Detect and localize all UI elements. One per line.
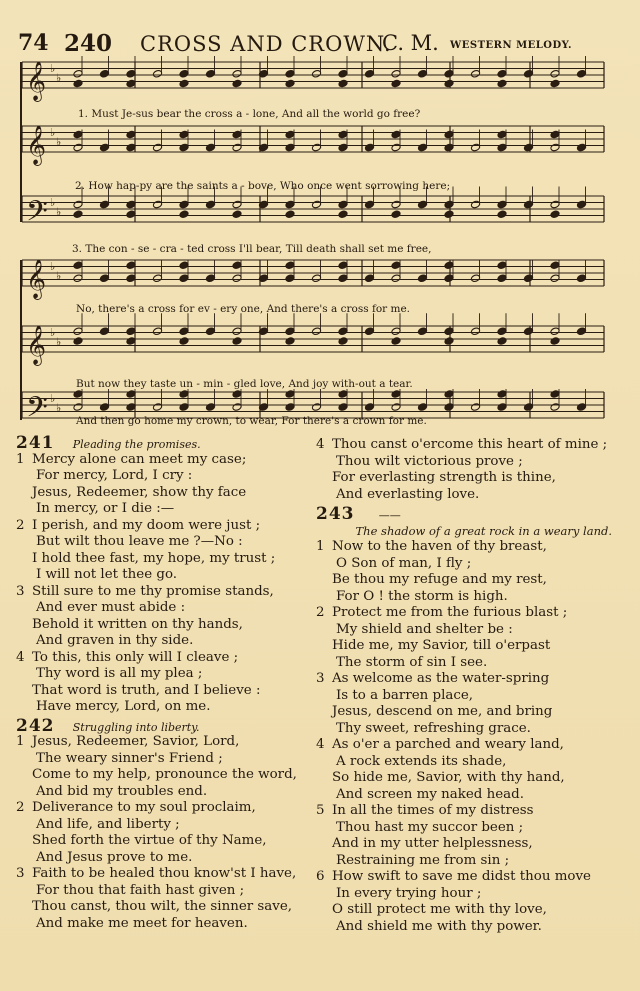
note-head — [444, 210, 454, 219]
flat-icon: ♭ — [50, 325, 56, 339]
verse-line: And bid my troubles end. — [36, 783, 208, 799]
note-head — [285, 274, 295, 283]
note-head — [444, 69, 454, 78]
note-head — [232, 403, 242, 412]
note-head — [338, 403, 348, 412]
note-head — [470, 403, 480, 412]
verse-line: Hide me, my Savior, till o'erpast — [332, 638, 551, 653]
hymn-241-title: Pleading the promises. — [72, 438, 201, 451]
note-head — [550, 403, 560, 412]
note-head — [497, 274, 507, 283]
verse-line: Shed forth the virtue of thy Name, — [32, 833, 267, 848]
note-head — [232, 337, 242, 346]
verse-line: Is to a barren place, — [336, 687, 474, 703]
note-head — [391, 210, 401, 219]
note-head — [523, 274, 533, 283]
note-head — [311, 69, 321, 78]
note-head — [152, 200, 162, 209]
note-head — [523, 143, 533, 152]
note-head — [576, 143, 586, 152]
hymn-241-heading — [16, 435, 306, 452]
verse-line: Thou hast my succor been ; — [336, 819, 524, 835]
note-head — [550, 69, 560, 78]
note-head — [338, 69, 348, 78]
note-head — [550, 200, 560, 209]
hymn-242-number: 242 — [16, 715, 55, 736]
note-head — [205, 69, 215, 78]
note-head — [391, 130, 401, 139]
note-head — [205, 274, 215, 283]
note-head — [417, 200, 427, 209]
note-head — [444, 327, 454, 336]
verse-line: My shield and shelter be : — [336, 621, 513, 637]
verse-line: Be thou my refuge and my rest, — [332, 572, 547, 587]
verse-line: For O ! the storm is high. — [336, 588, 508, 604]
note-head — [550, 143, 560, 152]
note-head — [152, 327, 162, 336]
note-head — [285, 337, 295, 346]
note-head — [232, 261, 242, 270]
flat-icon: ♭ — [56, 135, 62, 149]
note-head — [338, 274, 348, 283]
note-head — [99, 143, 109, 152]
lyric-line-5: But now they taste un - min - gled love, And joy with-out a tear. — [76, 378, 413, 390]
note-head — [550, 261, 560, 270]
verse-line: For thou that faith hast given ; — [36, 882, 245, 898]
note-head — [179, 261, 189, 270]
note-head — [285, 200, 295, 209]
note-head — [550, 79, 560, 88]
note-head — [497, 210, 507, 219]
lyric-line-2: 2. How hap-py are the saints a - bove, Who once went sorrowing here; — [75, 180, 451, 192]
note-head — [497, 130, 507, 139]
note-head — [285, 69, 295, 78]
note-head — [576, 69, 586, 78]
note-head — [99, 403, 109, 412]
note-head — [470, 327, 480, 336]
verse-line: And life, and liberty ; — [36, 816, 180, 832]
verse-line: 2 I perish, and my doom were just ; — [16, 517, 261, 533]
note-head — [73, 337, 83, 346]
verse-line: 3 As welcome as the water-spring — [316, 671, 550, 686]
note-head — [338, 337, 348, 346]
note-head — [497, 337, 507, 346]
verse-line: 4 As o'er a parched and weary land, — [316, 737, 564, 752]
note-head — [338, 143, 348, 152]
note-head — [338, 210, 348, 219]
note-head — [232, 390, 242, 399]
verse-line: For everlasting strength is thine, — [332, 470, 556, 485]
note-head — [417, 143, 427, 152]
note-head — [285, 327, 295, 336]
note-head — [285, 210, 295, 219]
note-head — [152, 274, 162, 283]
note-head — [391, 200, 401, 209]
page-number: 74 — [18, 30, 49, 56]
note-head — [179, 200, 189, 209]
flat-icon: ♭ — [50, 391, 56, 405]
verse-line: And everlasting love. — [336, 486, 480, 502]
verse-line: In every trying hour ; — [336, 885, 482, 901]
note-head — [179, 69, 189, 78]
flat-icon: ♭ — [56, 401, 62, 415]
verse-line: Jesus, descend on me, and bring — [332, 704, 553, 719]
verse-line: O still protect me with thy love, — [332, 902, 547, 917]
note-head — [179, 327, 189, 336]
lyric-line-4: No, there's a cross for ev - ery one, And there's a cross for me. — [76, 303, 411, 315]
note-head — [73, 130, 83, 139]
note-head — [205, 200, 215, 209]
note-head — [364, 403, 374, 412]
verse-line: 1 Now to the haven of thy breast, — [316, 539, 547, 554]
flat-icon: ♭ — [50, 259, 56, 273]
note-head — [391, 143, 401, 152]
note-head — [311, 200, 321, 209]
lyric-line-6: And then go home my crown, to wear, For there's a crown for me. — [76, 415, 427, 427]
clef-icon: 𝄢 — [26, 195, 48, 235]
hymns-right-column — [316, 437, 612, 935]
note-head — [497, 403, 507, 412]
verse-line: And shield me with thy power. — [336, 918, 542, 934]
verse-line: O Son of man, I fly ; — [336, 555, 472, 571]
note-head — [179, 143, 189, 152]
note-head — [523, 403, 533, 412]
note-head — [311, 274, 321, 283]
note-head — [576, 200, 586, 209]
hymn-243-heading — [316, 506, 612, 523]
note-head — [338, 200, 348, 209]
note-head — [364, 327, 374, 336]
note-head — [497, 390, 507, 399]
verse-line: And make me meet for heaven. — [36, 915, 248, 931]
verse-line: 6 How swift to save me didst thou move — [316, 869, 591, 884]
flat-icon: ♭ — [50, 125, 56, 139]
verse-line: Thy sweet, refreshing grace. — [336, 720, 531, 736]
note-head — [152, 69, 162, 78]
verse-line: 4 Thou canst o'ercome this heart of mine ; — [316, 437, 608, 452]
verse-line: And Jesus prove to me. — [36, 849, 193, 865]
note-head — [205, 403, 215, 412]
note-head — [179, 210, 189, 219]
note-head — [338, 130, 348, 139]
hymn-242-title: Struggling into liberty. — [72, 720, 200, 734]
note-head — [523, 200, 533, 209]
note-head — [391, 69, 401, 78]
clef-icon: 𝄞 — [26, 325, 47, 365]
verse-line: Come to my help, pronounce the word, — [32, 767, 297, 782]
note-head — [444, 261, 454, 270]
verse-line: So hide me, Savior, with thy hand, — [332, 770, 565, 785]
note-head — [73, 403, 83, 412]
note-head — [179, 79, 189, 88]
note-head — [232, 274, 242, 283]
note-head — [444, 274, 454, 283]
note-head — [497, 327, 507, 336]
verse-line: That word is truth, and I believe : — [32, 682, 261, 698]
note-head — [73, 274, 83, 283]
note-head — [364, 69, 374, 78]
note-head — [364, 143, 374, 152]
note-head — [417, 69, 427, 78]
note-head — [179, 130, 189, 139]
note-head — [285, 403, 295, 412]
note-head — [444, 79, 454, 88]
verse-line: Restraining me from sin ; — [336, 852, 510, 868]
hymn-242-heading — [16, 715, 306, 736]
verse-line: 3 Still sure to me thy promise stands, — [16, 583, 274, 599]
note-head — [179, 403, 189, 412]
note-head — [73, 143, 83, 152]
note-head — [470, 274, 480, 283]
note-head — [285, 143, 295, 152]
note-head — [417, 403, 427, 412]
verse-line: Thy word is all my plea ; — [36, 666, 203, 681]
note-head — [285, 79, 295, 88]
verse-line: The weary sinner's Friend ; — [36, 750, 223, 766]
note-head — [550, 390, 560, 399]
note-head — [523, 327, 533, 336]
hymn-243-title: The shadow of a great rock in a weary land. — [355, 523, 612, 538]
note-head — [523, 69, 533, 78]
flat-icon: ♭ — [50, 61, 56, 75]
note-head — [497, 69, 507, 78]
lyric-line-1: 1. Must Je-sus bear the cross a - lone, And all the world go free? — [78, 108, 421, 120]
verse-line: 5 In all the times of my distress — [316, 803, 534, 818]
flat-icon: ♭ — [56, 71, 62, 85]
note-head — [364, 274, 374, 283]
note-head — [470, 143, 480, 152]
verse-line: 3 Faith to be healed thou know'st I have, — [16, 866, 297, 881]
hymn-243-number: 243 — [316, 504, 355, 524]
note-head — [73, 390, 83, 399]
note-head — [338, 390, 348, 399]
verse-line: In mercy, or I die :— — [36, 501, 175, 516]
note-head — [497, 79, 507, 88]
note-head — [417, 274, 427, 283]
note-head — [232, 210, 242, 219]
flat-icon: ♭ — [56, 335, 62, 349]
note-head — [232, 79, 242, 88]
note-head — [497, 143, 507, 152]
note-head — [576, 274, 586, 283]
note-head — [179, 274, 189, 283]
verse-line: 1 Jesus, Redeemer, Savior, Lord, — [16, 734, 240, 749]
verse-line: A rock extends its shade, — [336, 753, 507, 769]
verse-line: I will not let thee go. — [36, 567, 178, 582]
note-head — [338, 261, 348, 270]
clef-icon: 𝄞 — [26, 125, 47, 165]
hymns-left-column — [16, 435, 306, 932]
note-head — [205, 143, 215, 152]
verse-line: The storm of sin I see. — [336, 654, 488, 670]
note-head — [444, 143, 454, 152]
note-head — [179, 337, 189, 346]
hymn-meter: C. M. — [382, 31, 439, 55]
note-head — [73, 69, 83, 78]
clef-icon: 𝄞 — [26, 259, 47, 299]
note-head — [391, 337, 401, 346]
verse-line: And ever must abide : — [36, 600, 186, 615]
note-head — [232, 327, 242, 336]
verse-line: 2 Protect me from the furious blast ; — [316, 605, 568, 620]
note-head — [391, 274, 401, 283]
verse-line: 4 To this, this only will I cleave ; — [16, 649, 239, 665]
flat-icon: ♭ — [56, 205, 62, 219]
note-head — [391, 261, 401, 270]
verse-line: But wilt thou leave me ?—No : — [36, 534, 243, 549]
note-head — [232, 143, 242, 152]
note-head — [99, 69, 109, 78]
note-head — [550, 130, 560, 139]
verse-line: For mercy, Lord, I cry : — [36, 468, 193, 483]
verse-line: I hold thee fast, my hope, my trust ; — [32, 550, 276, 566]
hymn-243-dash: —— — [378, 509, 401, 522]
verse-line: Jesus, Redeemer, show thy face — [32, 484, 247, 500]
verse-line: 1 Mercy alone can meet my case; — [16, 451, 247, 467]
note-head — [232, 200, 242, 209]
note-head — [576, 327, 586, 336]
note-head — [444, 337, 454, 346]
note-head — [179, 390, 189, 399]
verse-line: And screen my naked head. — [336, 786, 524, 802]
hymn-title: CROSS AND CROWN. — [140, 32, 392, 56]
note-head — [550, 327, 560, 336]
note-head — [99, 327, 109, 336]
verse-line: Behold it written on thy hands, — [32, 616, 243, 632]
clef-icon: 𝄢 — [26, 391, 48, 428]
note-head — [550, 337, 560, 346]
note-head — [338, 79, 348, 88]
note-head — [73, 327, 83, 336]
note-head — [417, 327, 427, 336]
note-head — [497, 261, 507, 270]
note-head — [232, 69, 242, 78]
note-head — [152, 403, 162, 412]
note-head — [444, 403, 454, 412]
verse-line: Thou wilt victorious prove ; — [336, 453, 523, 469]
clef-icon: 𝄞 — [26, 61, 47, 101]
note-head — [391, 390, 401, 399]
note-head — [99, 200, 109, 209]
note-head — [205, 327, 215, 336]
note-head — [285, 130, 295, 139]
verse-line: 2 Deliverance to my soul proclaim, — [16, 800, 256, 815]
note-head — [152, 143, 162, 152]
note-head — [470, 200, 480, 209]
tune-name: WESTERN MELODY. — [450, 40, 573, 51]
verse-line: And graven in thy side. — [36, 633, 194, 648]
note-head — [364, 200, 374, 209]
note-head — [99, 274, 109, 283]
note-head — [73, 200, 83, 209]
note-head — [550, 274, 560, 283]
hymn-number: 240 — [64, 30, 113, 57]
flat-icon: ♭ — [50, 195, 56, 209]
note-head — [497, 200, 507, 209]
note-head — [311, 143, 321, 152]
note-head — [285, 261, 295, 270]
hymn-241-number: 241 — [16, 433, 55, 453]
note-head — [311, 403, 321, 412]
note-head — [391, 327, 401, 336]
note-head — [444, 200, 454, 209]
verse-line: And in my utter helplessness, — [332, 836, 533, 851]
note-head — [285, 390, 295, 399]
note-head — [550, 210, 560, 219]
verse-line: Thou canst, thou wilt, the sinner save, — [32, 899, 293, 914]
note-head — [576, 403, 586, 412]
note-head — [73, 261, 83, 270]
music-score — [20, 56, 608, 428]
note-head — [444, 130, 454, 139]
lyric-line-3: 3. The con - se - cra - ted cross I'll bear, Till death shall set me free, — [72, 243, 432, 255]
verse-line: Have mercy, Lord, on me. — [36, 699, 211, 714]
flat-icon: ♭ — [56, 269, 62, 283]
note-head — [470, 69, 480, 78]
note-head — [338, 327, 348, 336]
note-head — [73, 79, 83, 88]
note-head — [232, 130, 242, 139]
note-head — [391, 403, 401, 412]
note-head — [311, 327, 321, 336]
note-head — [391, 79, 401, 88]
note-head — [73, 210, 83, 219]
note-head — [444, 390, 454, 399]
